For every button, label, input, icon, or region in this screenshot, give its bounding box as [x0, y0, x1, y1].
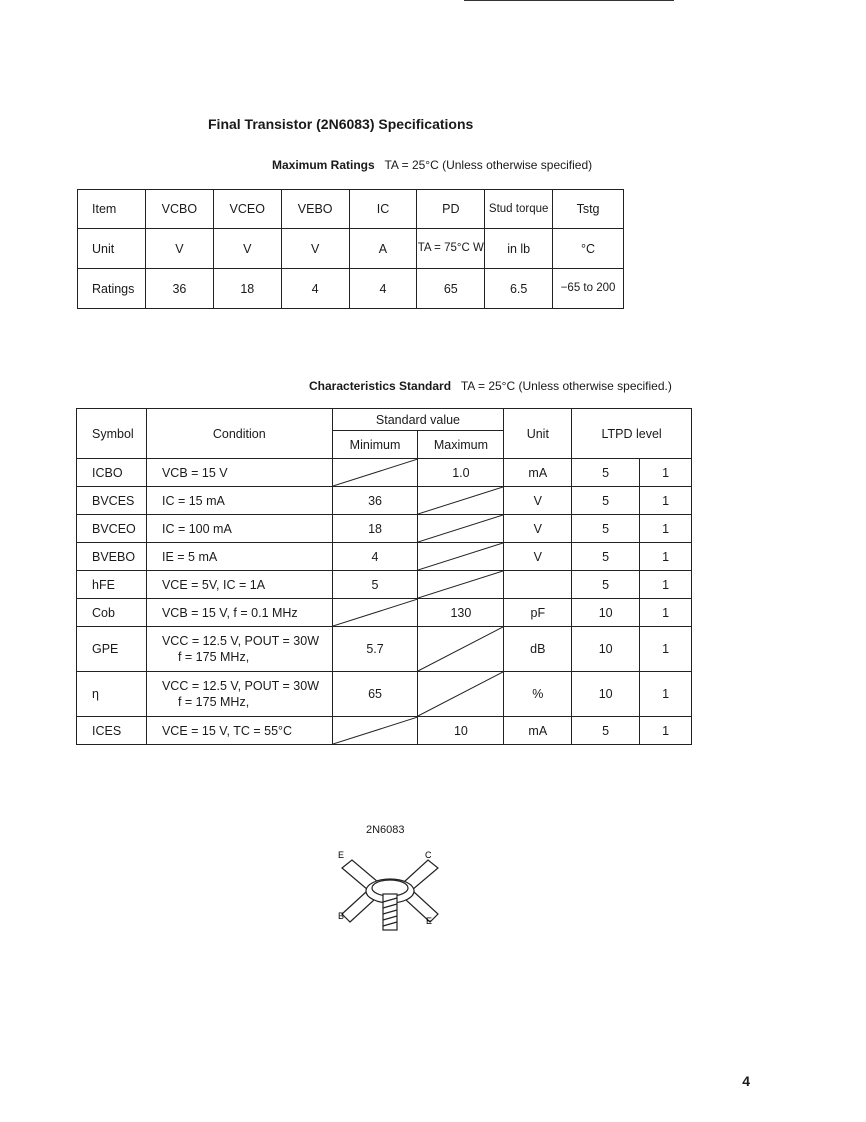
unit-cell: V [504, 543, 572, 571]
maximum-cell [418, 543, 504, 571]
symbol-cell: ICES [77, 717, 147, 745]
head-maximum: Maximum [418, 431, 504, 459]
symbol-cell: η [77, 672, 147, 717]
table-row [77, 599, 692, 627]
ltpd-cell: 5 [572, 459, 640, 487]
table-row [77, 571, 692, 599]
max-ratings-table [77, 189, 624, 309]
pin-label-top-left: E [338, 850, 345, 860]
empty-cell-diagonal [418, 571, 503, 598]
empty-cell-diagonal [418, 543, 503, 570]
symbol-cell: BVEBO [77, 543, 147, 571]
condition-line-1: VCC = 12.5 V, POUT = 30W [161, 634, 319, 648]
pin-label-bottom-left: B [338, 911, 345, 921]
empty-cell-diagonal [418, 487, 503, 514]
table-row [77, 459, 692, 487]
minimum-cell: 5.7 [332, 627, 418, 672]
condition-cell [146, 599, 332, 627]
unit-cell: % [504, 672, 572, 717]
unit-stud-torque: in lb [485, 229, 553, 269]
condition-text: IE = 5 mA [161, 549, 218, 564]
condition-text: VCE = 15 V, TC = 55°C [161, 723, 293, 738]
header-vceo: VCEO [213, 190, 281, 229]
package-label: 2N6083 [366, 824, 405, 836]
table-row [77, 672, 692, 717]
condition-cell [146, 459, 332, 487]
minimum-cell: 5 [332, 571, 418, 599]
empty-cell-diagonal [333, 459, 418, 486]
head-ltpd-level: LTPD level [572, 409, 692, 459]
unit-cell: V [504, 515, 572, 543]
symbol-cell: Cob [77, 599, 147, 627]
condition-line-1: VCC = 12.5 V, POUT = 30W [161, 679, 319, 693]
ltpd-cell: 10 [572, 599, 640, 627]
symbol-cell: BVCEO [77, 515, 147, 543]
maximum-cell [418, 627, 504, 672]
condition-cell [146, 672, 332, 717]
unit-cell [504, 571, 572, 599]
unit-cell: V [504, 487, 572, 515]
unit-label: Unit [78, 229, 146, 269]
unit-cell: mA [504, 459, 572, 487]
condition-text: VCB = 15 V [161, 465, 228, 480]
symbol-cell: GPE [77, 627, 147, 672]
page-number: 4 [742, 1073, 750, 1089]
maximum-cell: 130 [418, 599, 504, 627]
top-rule [464, 0, 674, 1]
condition-text: VCB = 15 V, f = 0.1 MHz [161, 605, 298, 620]
page-title: Final Transistor (2N6083) Specifications [208, 116, 474, 132]
symbol-cell: BVCES [77, 487, 147, 515]
unit-cell: mA [504, 717, 572, 745]
unit-ic: A [349, 229, 417, 269]
symbol-cell: ICBO [77, 459, 147, 487]
head-standard-value: Standard value [332, 409, 504, 431]
head-condition: Condition [146, 409, 332, 459]
table-row [77, 515, 692, 543]
unit-cell: pF [504, 599, 572, 627]
minimum-cell [332, 599, 418, 627]
condition-line-2: f = 175 MHz, [177, 695, 250, 709]
table-row [77, 627, 692, 672]
header-ic: IC [349, 190, 417, 229]
level-cell: 1 [640, 459, 692, 487]
unit-cell: dB [504, 627, 572, 672]
condition-cell [146, 717, 332, 745]
condition-cell [146, 571, 332, 599]
head-unit: Unit [504, 409, 572, 459]
max-ratings-value-row [78, 269, 624, 309]
maximum-cell [418, 515, 504, 543]
characteristics-caption-condition: TA = 25°C (Unless otherwise specified.) [460, 379, 672, 393]
empty-cell-diagonal [418, 627, 503, 671]
level-cell: 1 [640, 571, 692, 599]
condition-text: IC = 100 mA [161, 521, 232, 536]
rating-stud-torque: 6.5 [485, 269, 553, 309]
minimum-cell: 65 [332, 672, 418, 717]
minimum-cell: 4 [332, 543, 418, 571]
level-cell: 1 [640, 487, 692, 515]
minimum-cell: 36 [332, 487, 418, 515]
ltpd-cell: 5 [572, 717, 640, 745]
pin-label-bottom-right: E [426, 916, 433, 926]
header-vebo: VEBO [281, 190, 349, 229]
ratings-label: Ratings [78, 269, 146, 309]
unit-tstg: °C [553, 229, 624, 269]
ltpd-cell: 10 [572, 627, 640, 672]
ltpd-cell: 5 [572, 543, 640, 571]
rating-tstg: −65 to 200 [553, 269, 624, 309]
max-ratings-unit-row [78, 229, 624, 269]
maximum-cell [418, 672, 504, 717]
head-symbol: Symbol [77, 409, 147, 459]
header-pd: PD [417, 190, 485, 229]
condition-line-2: f = 175 MHz, [177, 650, 250, 664]
empty-cell-diagonal [418, 672, 503, 716]
ltpd-cell: 5 [572, 515, 640, 543]
level-cell: 1 [640, 543, 692, 571]
max-ratings-header-row [78, 190, 624, 229]
max-ratings-caption [272, 158, 592, 172]
transistor-package-drawing [334, 846, 444, 936]
empty-cell-diagonal [333, 599, 418, 626]
characteristics-caption [309, 379, 672, 393]
header-tstg: Tstg [553, 190, 624, 229]
header-item: Item [78, 190, 146, 229]
level-cell: 1 [640, 599, 692, 627]
level-cell: 1 [640, 515, 692, 543]
rating-vebo: 4 [281, 269, 349, 309]
table-row [77, 717, 692, 745]
empty-cell-diagonal [418, 515, 503, 542]
unit-vebo: V [281, 229, 349, 269]
ltpd-cell: 5 [572, 571, 640, 599]
ltpd-cell: 10 [572, 672, 640, 717]
unit-pd: TA = 75°C W [417, 229, 485, 269]
condition-text: IC = 15 mA [161, 493, 225, 508]
symbol-cell: hFE [77, 571, 147, 599]
level-cell: 1 [640, 717, 692, 745]
characteristics-table [76, 408, 692, 745]
maximum-cell [418, 487, 504, 515]
max-ratings-caption-condition: TA = 25°C (Unless otherwise specified) [384, 158, 593, 172]
level-cell: 1 [640, 627, 692, 672]
rating-ic: 4 [349, 269, 417, 309]
condition-cell [146, 543, 332, 571]
maximum-cell [418, 571, 504, 599]
maximum-cell: 1.0 [418, 459, 504, 487]
max-ratings-caption-bold: Maximum Ratings [272, 158, 375, 172]
condition-cell [146, 515, 332, 543]
table-row [77, 487, 692, 515]
unit-vcbo: V [145, 229, 213, 269]
empty-cell-diagonal [333, 717, 418, 744]
maximum-cell: 10 [418, 717, 504, 745]
head-minimum: Minimum [332, 431, 418, 459]
level-cell: 1 [640, 672, 692, 717]
rating-pd: 65 [417, 269, 485, 309]
unit-vceo: V [213, 229, 281, 269]
rating-vceo: 18 [213, 269, 281, 309]
minimum-cell [332, 717, 418, 745]
condition-cell [146, 627, 332, 672]
table-row [77, 543, 692, 571]
header-stud-torque: Stud torque [485, 190, 553, 229]
ltpd-cell: 5 [572, 487, 640, 515]
header-vcbo: VCBO [145, 190, 213, 229]
pin-label-top-right: C [425, 850, 432, 860]
rating-vcbo: 36 [145, 269, 213, 309]
condition-cell [146, 487, 332, 515]
minimum-cell [332, 459, 418, 487]
characteristics-caption-bold: Characteristics Standard [309, 379, 452, 393]
minimum-cell: 18 [332, 515, 418, 543]
condition-text: VCE = 5V, IC = 1A [161, 577, 266, 592]
